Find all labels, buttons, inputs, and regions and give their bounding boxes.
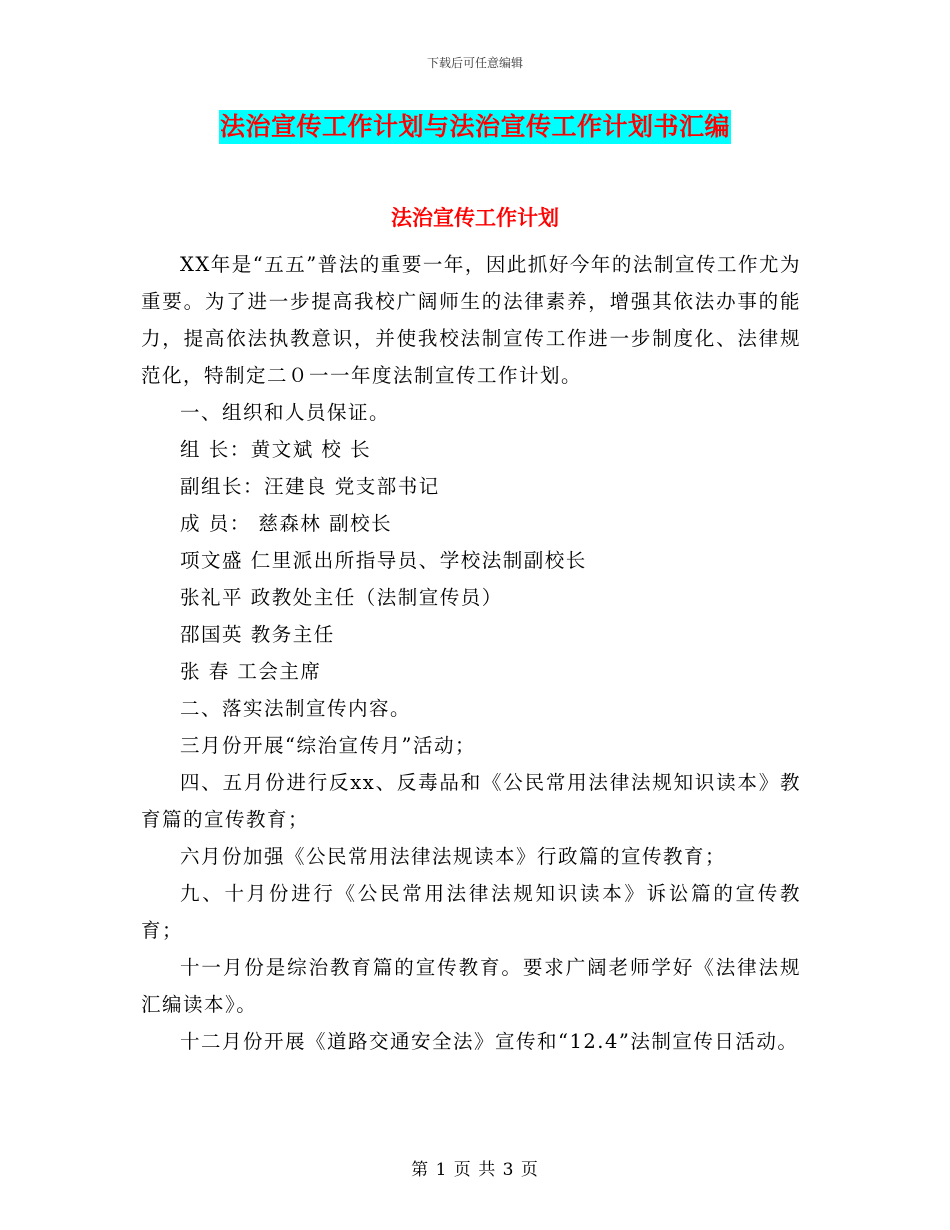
paragraph-intro: XX年是“五五”普法的重要一年，因此抓好今年的法制宣传工作尤为重要。为了进一步提高我校广阔师生的法律素养，增强其依法办事的能力，提高依法执教意识，并使我校法制宣传工作进一步制度化、法律规范化，特制定二０一一年度法制宣传工作计划。 [141, 253, 801, 387]
paragraph-item: 项文盛 仁里派出所指导员、学校法制副校长 [180, 549, 587, 572]
document-title-wrapper [0, 110, 950, 144]
paragraph-item: 十一月份是综治教育篇的宣传教育。要求广阔老师学好《法律法规汇编读本》。 [141, 956, 801, 1016]
paragraph-item: 十二月份开展《道路交通安全法》宣传和“12.4”法制宣传日活动。 [180, 1030, 799, 1053]
page-footer: 第 1 页 共 3 页 [411, 1160, 539, 1180]
paragraph-item: 成 员： 慈森林 副校长 [180, 512, 393, 535]
paragraph-item: 副组长：汪建良 党支部书记 [180, 475, 440, 498]
paragraph-item: 二、落实法制宣传内容。 [180, 697, 412, 720]
paragraph-item: 六月份加强《公民常用法律法规读本》行政篇的宣传教育； [180, 845, 727, 868]
paragraph-item: 组 长：黄文斌 校 长 [180, 438, 372, 461]
paragraph-item: 张 春 工会主席 [180, 660, 322, 683]
document-title: 法治宣传工作计划与法治宣传工作计划书汇编 [219, 110, 731, 144]
document-body [141, 246, 801, 1060]
paragraph-item: 邵国英 教务主任 [180, 623, 335, 646]
paragraph-item: 九、十月份进行《公民常用法律法规知识读本》诉讼篇的宣传教育； [141, 882, 801, 942]
page-header: 下载后可任意编辑 [426, 56, 523, 70]
paragraph-item: 张礼平 政教处主任（法制宣传员） [180, 586, 503, 609]
paragraph-item: 一、组织和人员保证。 [180, 401, 391, 424]
section-title: 法治宣传工作计划 [391, 206, 559, 230]
paragraph-item: 三月份开展“综治宣传月”活动； [180, 734, 476, 757]
paragraph-item: 四、五月份进行反xx、反毒品和《公民常用法律法规知识读本》教育篇的宣传教育； [141, 771, 801, 831]
